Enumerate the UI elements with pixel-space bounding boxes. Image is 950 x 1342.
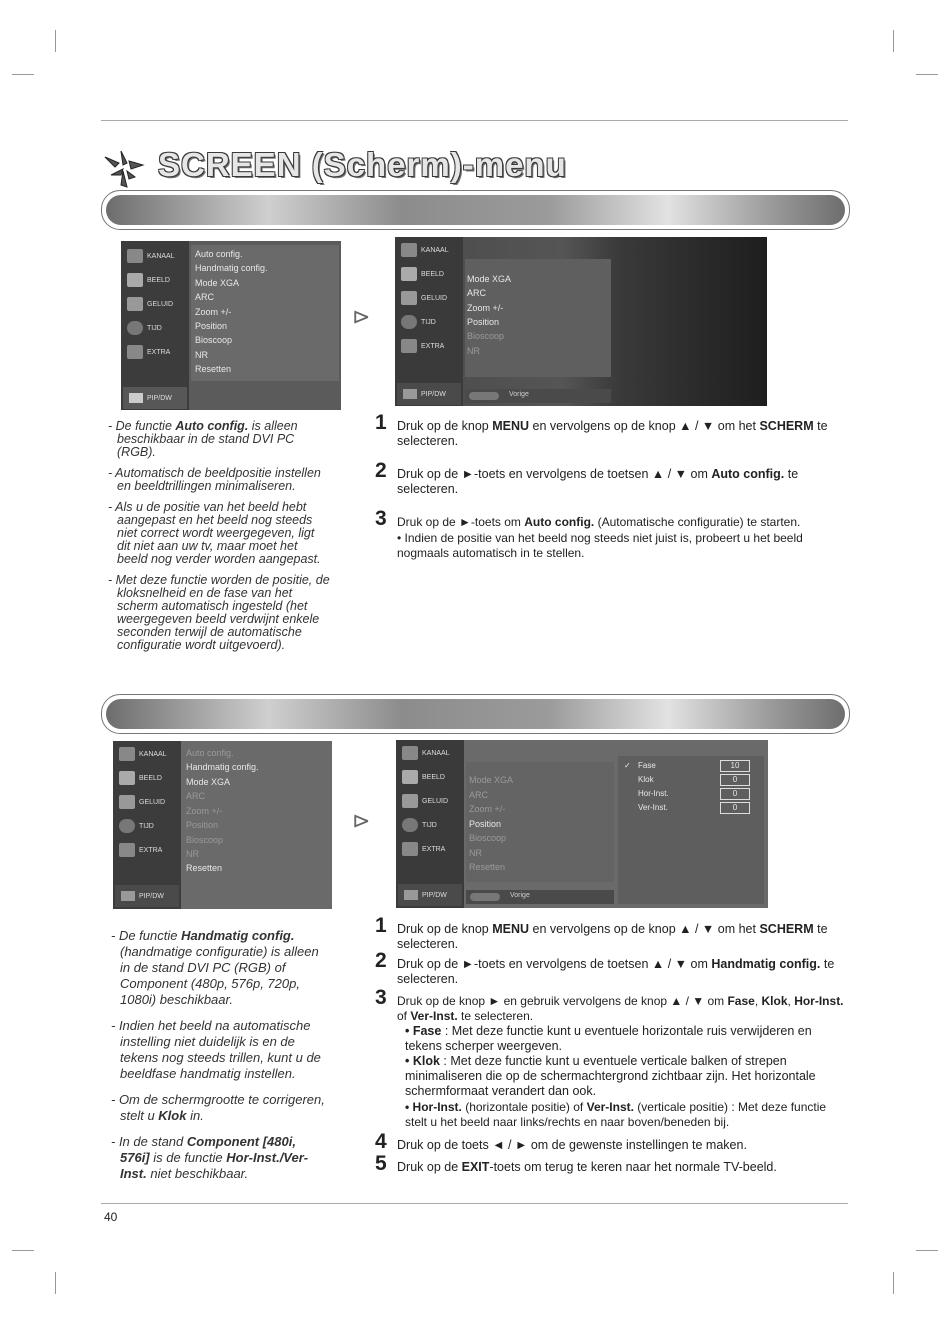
- note: - In de stand Component [480i, 576i] is de functie Hor-Inst./Ver-Inst. niet beschikbaar.: [111, 1134, 309, 1181]
- pip-icon: [404, 890, 418, 900]
- sidebar-item-geluid: GELUID: [123, 293, 187, 315]
- speaker-icon: [127, 297, 143, 311]
- sidebar-item-pipdw: PIP/DW: [123, 387, 187, 409]
- sidebar-item-extra: EXTRA: [397, 335, 461, 357]
- clock-icon: [401, 315, 417, 329]
- menu-item: Handmatig config.: [186, 762, 259, 772]
- sidebar-item-pipdw: PIP/DW: [398, 884, 462, 906]
- bullet-fase: • Fase : Met deze functie kunt u eventuele horizontale ruis verwijderen en tekens scherper weergeven.: [405, 1024, 812, 1053]
- tools-icon: [119, 843, 135, 857]
- menu-item: Mode XGA: [469, 775, 514, 785]
- top-rule: [101, 120, 848, 121]
- submenu-value-klok: 0: [720, 774, 750, 786]
- tools-icon: [401, 339, 417, 353]
- osd-screenshot: [113, 741, 332, 909]
- sidebar-item-tijd: TIJD: [115, 815, 179, 837]
- bullet-horinst: • Hor-Inst. (horizontale positie) of Ver-Inst. (verticale positie) : Met deze functie stelt u het beeld naar links/rechts en naar boven/beneden bij.: [405, 1100, 827, 1129]
- sidebar-item-beeld: BEELD: [398, 766, 462, 788]
- picture-icon: [127, 273, 143, 287]
- crop-mark: [55, 1272, 56, 1294]
- sidebar-item-beeld: BEELD: [123, 269, 187, 291]
- osd-footer: [466, 890, 614, 904]
- sidebar-item-geluid: GELUID: [115, 791, 179, 813]
- footer-label: Vorige: [509, 391, 529, 398]
- footer-label: Vorige: [510, 892, 530, 899]
- menu-item: Bioscoop: [469, 833, 507, 843]
- sidebar-item-kanaal: KANAAL: [123, 245, 187, 267]
- step-1: 1 Druk op de knop MENU en vervolgens op de knop ▲ / ▼ om het SCHERM te selecteren.: [375, 914, 828, 951]
- antenna-icon: [402, 746, 418, 760]
- menu-item: Mode XGA: [195, 278, 240, 288]
- section-banner: [101, 694, 850, 734]
- sidebar-item-extra: EXTRA: [398, 838, 462, 860]
- submenu-label-horinst: Hor-Inst.: [638, 789, 669, 798]
- note: - Om de schermgrootte te corrigeren, stelt u Klok in.: [111, 1092, 325, 1123]
- pip-icon: [403, 389, 417, 399]
- submenu-value-verinst: 0: [720, 802, 750, 814]
- menu-item: NR: [467, 346, 480, 356]
- sidebar-item-tijd: TIJD: [397, 311, 461, 333]
- crop-mark: [55, 30, 56, 52]
- crop-mark: [893, 30, 894, 52]
- sidebar-item-kanaal: KANAAL: [115, 743, 179, 765]
- sidebar-item-tijd: TIJD: [123, 317, 187, 339]
- step-4: 4 Druk op de toets ◄ / ► om de gewenste instellingen te maken.: [375, 1130, 747, 1153]
- clock-icon: [402, 818, 418, 832]
- submenu-value-horinst: 0: [720, 788, 750, 800]
- menu-item: Handmatig config.: [195, 263, 268, 273]
- speaker-icon: [402, 794, 418, 808]
- submenu-label-klok: Klok: [638, 775, 654, 784]
- step-3: 3 Druk op de knop ► en gebruik vervolgens de knop ▲ / ▼ om Fase, Klok, Hor-Inst. of Ver-Inst. te selecteren.: [375, 986, 844, 1023]
- pip-icon: [129, 393, 143, 403]
- note: - Automatisch de beeldpositie instellen en beeldtrillingen minimaliseren.: [108, 466, 321, 493]
- screen-menu-icon: [101, 145, 147, 191]
- menu-item: Position: [195, 321, 228, 331]
- sidebar-item-pipdw: PIP/DW: [397, 383, 461, 405]
- bottom-rule: [101, 1203, 848, 1204]
- picture-icon: [402, 770, 418, 784]
- sidebar-item-beeld: BEELD: [115, 767, 179, 789]
- menu-item: ARC: [195, 292, 215, 302]
- crop-mark: [893, 1272, 894, 1294]
- clock-icon: [119, 819, 135, 833]
- step-2: 2 Druk op de ►-toets en vervolgens de toetsen ▲ / ▼ om Handmatig config. te selecteren.: [375, 949, 835, 986]
- antenna-icon: [127, 249, 143, 263]
- note: - Met deze functie worden de positie, de kloksnelheid en de fase van het scherm automatisch ingesteld (het weergegeven beeld verdwijnt enkele seconden terwijl de automatische configuratie wordt uitgevoerd).: [108, 573, 330, 652]
- menu-item: Zoom +/-: [467, 303, 504, 313]
- step-2: 2 Druk op de ►-toets en vervolgens de toetsen ▲ / ▼ om Auto config. te selecteren.: [375, 459, 799, 496]
- sidebar-item-kanaal: KANAAL: [398, 742, 462, 764]
- notes-section-1: [108, 420, 330, 660]
- speaker-icon: [401, 291, 417, 305]
- osd-screenshot: [395, 237, 767, 406]
- note: - De functie Handmatig config. (handmatige configuratie) is alleen in de stand DVI PC (RGB) of Component (480p, 576p, 720p, 1080i) beschikbaar.: [111, 928, 319, 1007]
- note: - De functie Auto config. is alleen beschikbaar in de stand DVI PC (RGB).: [108, 419, 298, 459]
- page-title: SCREEN (Scherm)-menu: [158, 146, 567, 183]
- menu-item: NR: [469, 848, 482, 858]
- next-arrow-icon: ⊳: [352, 304, 371, 329]
- submenu-label-fase: Fase: [638, 761, 656, 770]
- sidebar-item-extra: EXTRA: [123, 341, 187, 363]
- antenna-icon: [119, 747, 135, 761]
- menu-item: ARC: [467, 288, 487, 298]
- menu-item: NR: [186, 849, 199, 859]
- sidebar-item-kanaal: KANAAL: [397, 239, 461, 261]
- menu-item: Bioscoop: [195, 335, 233, 345]
- menu-item: Position: [186, 820, 219, 830]
- check-icon: ✓: [624, 761, 631, 770]
- osd-sidebar: [121, 241, 189, 410]
- osd-screenshot: [396, 740, 768, 908]
- menu-item: Position: [469, 819, 502, 829]
- speaker-icon: [119, 795, 135, 809]
- step-3: 3 Druk op de ►-toets om Auto config. (Automatische configuratie) te starten.: [375, 507, 801, 530]
- menu-item: Bioscoop: [186, 835, 224, 845]
- osd-footer: [465, 389, 611, 403]
- tools-icon: [127, 345, 143, 359]
- sidebar-item-beeld: BEELD: [397, 263, 461, 285]
- crop-mark: [916, 1250, 938, 1251]
- step-3-bullet: • Indien de positie van het beeld nog steeds niet juist is, probeert u het beeld nogmaals automatisch in te stellen.: [397, 531, 803, 560]
- menu-item: Mode XGA: [467, 274, 512, 284]
- notes-section-2: [111, 928, 327, 1190]
- osd-sidebar: [113, 741, 181, 909]
- menu-item: Mode XGA: [186, 777, 231, 787]
- menu-item: ARC: [186, 791, 206, 801]
- bullet-klok: • Klok : Met deze functie kunt u eventuele verticale balken of strepen minimaliseren die op de schermachtergrond zichtbaar zijn. Het horizontale schermformaat verandert dan ook.: [405, 1054, 816, 1098]
- footer-button: [470, 893, 500, 901]
- menu-item: NR: [195, 350, 208, 360]
- sidebar-item-pipdw: PIP/DW: [115, 885, 179, 907]
- crop-mark: [916, 74, 938, 75]
- menu-item: Position: [467, 317, 500, 327]
- menu-item: Auto config.: [186, 748, 234, 758]
- crop-mark: [12, 74, 34, 75]
- footer-button: [469, 392, 499, 400]
- osd-screenshot: [121, 241, 341, 410]
- crop-mark: [12, 1250, 34, 1251]
- page-number: 40: [104, 1210, 118, 1224]
- clock-icon: [127, 321, 143, 335]
- menu-item: Bioscoop: [467, 331, 505, 341]
- menu-item: Resetten: [469, 862, 506, 872]
- menu-item: Resetten: [195, 364, 232, 374]
- step-1: 1 Druk op de knop MENU en vervolgens op de knop ▲ / ▼ om het SCHERM te selecteren.: [375, 411, 828, 448]
- menu-item: Zoom +/-: [469, 804, 506, 814]
- sidebar-item-extra: EXTRA: [115, 839, 179, 861]
- tools-icon: [402, 842, 418, 856]
- step-5: 5 Druk op de EXIT-toets om terug te keren naar het normale TV-beeld.: [375, 1152, 777, 1175]
- submenu-value-fase: 10: [720, 760, 750, 772]
- submenu-label-verinst: Ver-Inst.: [638, 803, 668, 812]
- sidebar-item-geluid: GELUID: [398, 790, 462, 812]
- pip-icon: [121, 891, 135, 901]
- menu-item: Auto config.: [195, 249, 243, 259]
- note: - Indien het beeld na automatische instelling niet duidelijk is en de tekens nog steeds trillen, kunt u de beeldfase handmatig instellen.: [111, 1018, 321, 1081]
- picture-icon: [401, 267, 417, 281]
- osd-sidebar: [396, 740, 464, 908]
- note: - Als u de positie van het beeld hebt aangepast en het beeld nog steeds niet correct wordt weergegeven, ligt dit niet aan uw tv, maar moet het beeld nog verder worden aangepast.: [108, 500, 321, 566]
- osd-sidebar: [395, 237, 463, 406]
- sidebar-item-tijd: TIJD: [398, 814, 462, 836]
- menu-item: Zoom +/-: [186, 806, 223, 816]
- menu-item: Zoom +/-: [195, 307, 232, 317]
- menu-item: Resetten: [186, 863, 223, 873]
- next-arrow-icon: ⊳: [352, 808, 371, 833]
- sidebar-item-geluid: GELUID: [397, 287, 461, 309]
- section-banner: [101, 190, 850, 230]
- antenna-icon: [401, 243, 417, 257]
- menu-item: ARC: [469, 790, 489, 800]
- picture-icon: [119, 771, 135, 785]
